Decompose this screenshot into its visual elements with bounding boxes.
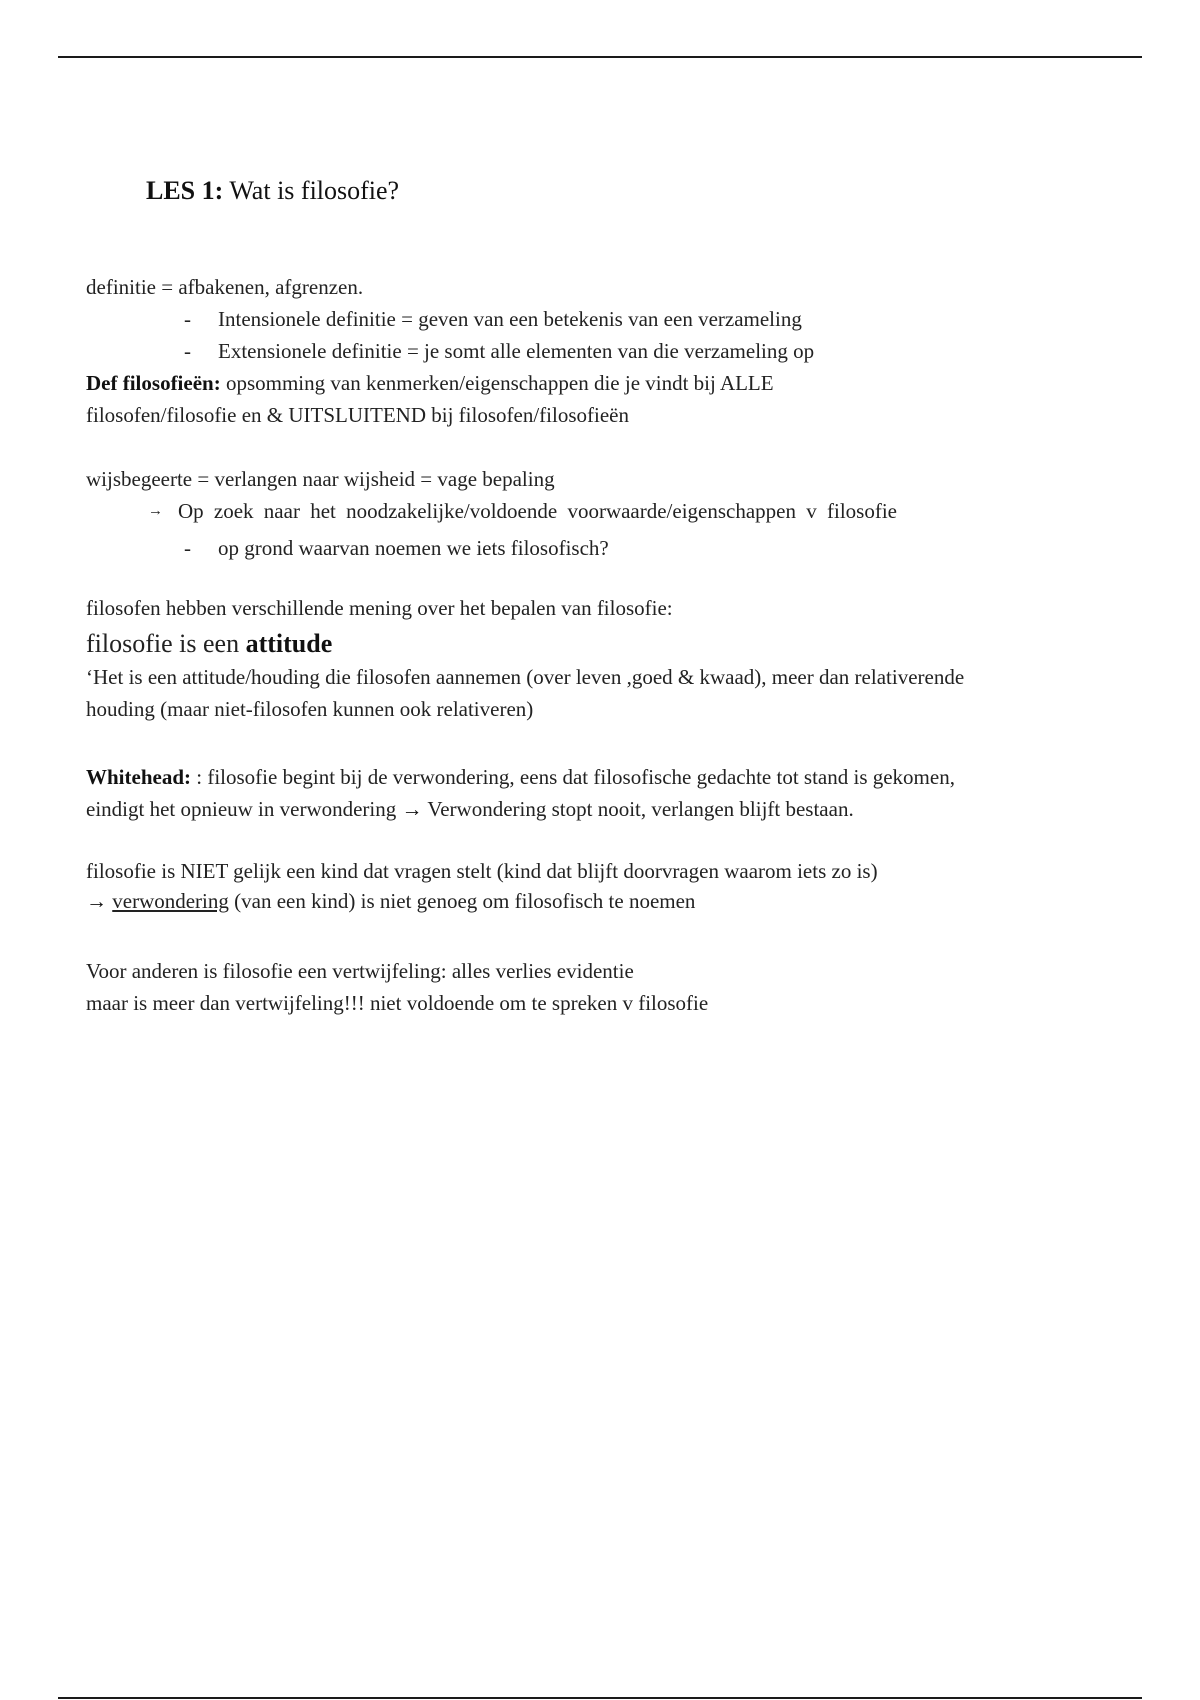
bullet-intensionele: Intensionele definitie = geven van een betekenis van een verzameling: [218, 307, 802, 331]
verwondering-underlined: verwondering: [112, 889, 229, 913]
def-filosofieen-line-2: filosofen/filosofie en & UITSLUITEND bij filosofen/filosofieën: [86, 403, 629, 427]
twijfel-line-2: maar is meer dan vertwijfeling!!! niet voldoende om te spreken v filosofie: [86, 991, 709, 1015]
def-filosofieen-label: Def filosofieën:: [86, 371, 221, 395]
wijsbegeerte-line: wijsbegeerte = verlangen naar wijsheid = vage bepaling: [86, 467, 555, 491]
bullet-extensionele: Extensionele definitie = je somt alle elementen van die verzameling op: [218, 339, 815, 363]
whitehead-line-1: [86, 762, 955, 792]
kind-line-2: [86, 886, 695, 916]
attitude-heading-bold: attitude: [245, 629, 333, 658]
page-title: [146, 174, 399, 208]
def-filosofieen-line-1: [86, 368, 774, 398]
bullet-op-grond: op grond waarvan noemen we iets filosofisch?: [218, 536, 609, 560]
attitude-heading-text: filosofie is een: [86, 629, 246, 658]
mening-line: filosofen hebben verschillende mening over het bepalen van filosofie:: [86, 596, 673, 620]
attitude-heading: [86, 627, 332, 661]
top-rule: [58, 56, 1142, 58]
twijfel-line-1: Voor anderen is filosofie een vertwijfeling: alles verlies evidentie: [86, 959, 634, 983]
whitehead-text: : filosofie begint bij de verwondering, eens dat filosofische gedachte tot stand is gekomen,: [191, 765, 955, 789]
arrow-right-icon: →: [401, 797, 423, 821]
arrow-right-icon: →: [86, 889, 107, 913]
whitehead-text-2a: eindigt het opnieuw in verwondering: [86, 797, 402, 821]
bullet-dash: -: [184, 536, 191, 560]
bullet-dash: -: [184, 307, 191, 331]
whitehead-text-2b: Verwondering stopt nooit, verlangen blijft bestaan.: [422, 797, 854, 821]
arrow-icon: →: [148, 503, 163, 519]
whitehead-label: Whitehead:: [86, 765, 191, 789]
whitehead-line-2: [86, 794, 854, 824]
quote-line-2: houding (maar niet-filosofen kunnen ook relativeren): [86, 697, 534, 721]
bullet-dash: -: [184, 339, 191, 363]
bottom-rule: [58, 1697, 1142, 1699]
arrow-item-line: Op zoek naar het noodzakelijke/voldoende voorwaarde/eigenschappen v filosofie: [178, 499, 897, 523]
quote-line-1: ‘Het is een attitude/houding die filosofen aannemen (over leven ,goed & kwaad), meer dan relativerende: [86, 665, 965, 689]
title-text: Wat is filosofie?: [223, 176, 400, 205]
def-filosofieen-text: opsomming van kenmerken/eigenschappen die je vindt bij ALLE: [220, 371, 774, 395]
title-label: LES 1:: [146, 176, 224, 205]
kind-line-1: filosofie is NIET gelijk een kind dat vragen stelt (kind dat blijft doorvragen waarom iets zo is): [86, 859, 878, 883]
definitie-line: definitie = afbakenen, afgrenzen.: [86, 275, 364, 299]
kind-rest: (van een kind) is niet genoeg om filosofisch te noemen: [228, 889, 696, 913]
